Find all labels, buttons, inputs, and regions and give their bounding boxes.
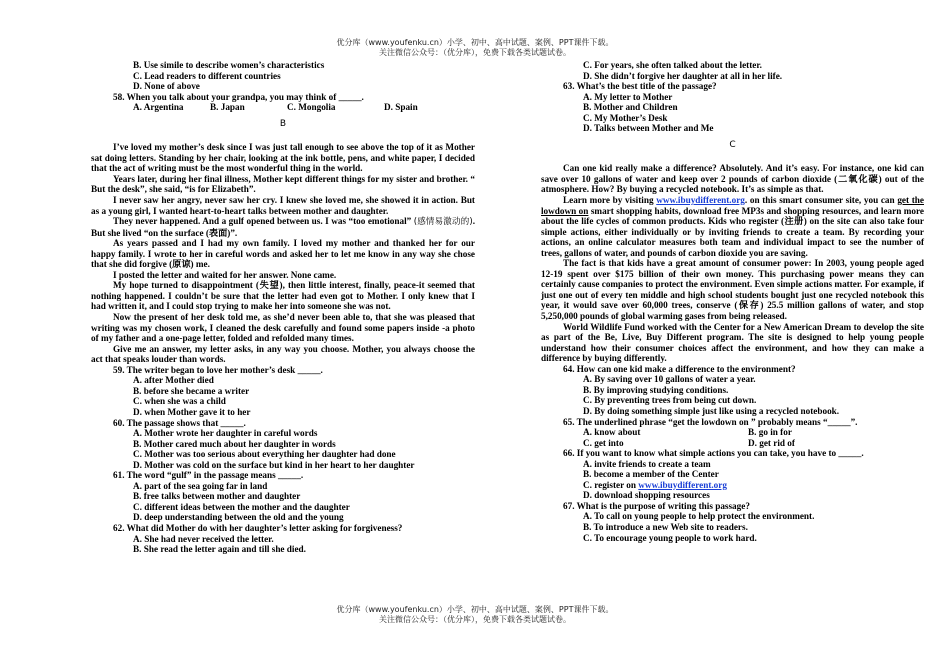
option-64a: A. By saving over 10 gallons of water a year. [583,374,756,385]
passage-b-paragraph-4 [91,216,475,238]
option-64c: C. By preventing trees from being cut down. [583,395,757,406]
options-58 [91,102,475,113]
option-57c: C. Lead readers to different countries [133,70,281,81]
passage-c-paragraph-4: World Wildlife Fund worked with the Center for a New American Dream to develop the site as part of the Be, Live, Buy Different program. The site is designed to help young people understand how their consumer choices affect the environment, and how they can make a difference by buying differently. [541,321,924,364]
page-header [0,38,950,58]
header-line-2: 关注微信公众号：（优分库），免费下载各类试题试卷。 [379,48,571,57]
question-58: 58. When you talk about your grandpa, you may think of _____. [113,91,364,102]
website-link[interactable]: www.ibuydifferent.org [656,195,745,206]
p2-part-b: . on this smart consumer site, you can [744,195,898,206]
question-66: 66. If you want to know what simple actions you can take, you have to _____. [563,448,864,459]
p4-part-c: . But she lived “on the surface (表面)”. [91,216,475,238]
option-66d: D. download shopping resources [583,490,710,501]
options-65-row-2 [541,438,924,449]
option-65a: A. know about [583,427,641,438]
option-60d: D. Mother was cold on the surface but kind in her heart to her daughter [133,459,415,470]
option-62d: D. She didn’t forgive her daughter at all in her life. [583,70,783,81]
option-58b: B. Japan [210,102,245,113]
option-59d: D. when Mother gave it to her [133,406,251,417]
option-63d: D. Talks between Mother and Me [583,123,714,134]
option-57d: D. None of above [133,81,200,92]
section-b-heading: B [279,118,287,129]
p2-part-c: smart shopping habits, download free MP3s and shopping resources, and learn more about the life cycles of common products. Kids who register (注册) on the site can also take four simple actions, either individually or by inviting friends to create a team. By recording your actions, an online calculator measures both team and individual impact to see the number of trees, gallons of water, and pounds of carbon dioxide you are saving. [541,205,924,258]
option-66a: A. invite friends to create a team [583,458,711,469]
option-65c: C. get into [583,437,624,448]
option-61b: B. free talks between mother and daughter [133,491,301,502]
section-c-heading: C [729,139,736,150]
option-60c: C. Mother was too serious about everything her daughter had done [133,449,396,460]
option-60b: B. Mother cared much about her daughter in words [133,438,336,449]
question-65: 65. The underlined phrase “get the lowdown on ” probably means “_____”. [563,416,858,427]
option-63b: B. Mother and Children [583,102,678,113]
option-57b: B. Use simile to describe women’s characteristics [133,60,325,70]
p2-part-a: Learn more by visiting [563,195,657,206]
option-66b: B. become a member of the Center [583,469,719,480]
option-63a: A. My letter to Mother [583,91,673,102]
option-58d: D. Spain [384,102,418,113]
left-column [91,60,475,555]
option-67b: B. To introduce a new Web site to readers. [583,521,748,532]
option-62b: B. She read the letter again and till she died. [133,544,306,555]
option-65d: D. get rid of [748,437,795,448]
option-66c [541,480,924,491]
question-62: 62. What did Mother do with her daughter’s letter asking for forgiveness? [113,522,403,533]
option-67a: A. To call on young people to help protect the environment. [583,511,815,522]
option-62c: C. For years, she often talked about the letter. [583,60,762,70]
passage-c-paragraph-1: Can one kid really make a difference? Absolutely. And it’s easy. For instance, one kid can save over 10 gallons of water and keep over 2 pounds of carbon dioxide (二氧化碳) out of the atmosphere. How? By buying a recycled notebook. It’s as simple as that. [541,163,924,195]
passage-b-paragraph-1: I’ve loved my mother’s desk since I was just tall enough to see above the top of it as Mother sat doing letters. Standing by her chair, looking at the ink bottle, pens, and white paper, I decided that the act of writing must be the most wonderful thing in the world. [91,142,475,174]
question-61: 61. The word “gulf” in the passage means _____. [113,470,304,481]
options-65-row-1 [541,427,924,438]
option-66c-link[interactable]: www.ibuydifferent.org [638,479,727,490]
option-65b: B. go in for [748,427,792,438]
option-61d: D. deep understanding between the old and the young [133,512,344,523]
question-63: 63. What’s the best title of the passage? [563,81,717,92]
option-62a: A. She had never received the letter. [133,533,274,544]
footer-line-2: 关注微信公众号：（优分库），免费下载各类试题试卷。 [379,615,571,624]
option-64d: D. By doing something simple just like using a recycled notebook. [583,405,840,416]
p4-gloss: (感情易激动的) [413,217,473,228]
p4-part-a: They never happened. And a gulf opened between us. I was “too emotional” [113,216,412,227]
passage-b-paragraph-2: Years later, during her final illness, Mother kept different things for my sister and brother. “ But the desk”, she said, “is for Elizabeth”. [91,173,475,195]
option-59b: B. before she became a writer [133,385,250,396]
passage-b-paragraph-3: I never saw her angry, never saw her cry. I knew she loved me, she showed it in action. But as a young girl, I wanted heart-to-heart talks between mother and daughter. [91,195,475,216]
option-59c: C. when she was a child [133,396,226,407]
question-60: 60. The passage shows that _____. [113,417,246,428]
option-59a: A. after Mother died [133,375,214,386]
question-67: 67. What is the purpose of writing this passage? [563,500,750,511]
passage-b-paragraph-7: My hope turned to disappointment (失望), then little interest, finally, peace-it seemed that nothing happened. I couldn’t be sure that the letter had even got to Mother. I only knew that I had written it, and I could stop trying to make her into someone she was not. [91,280,475,312]
question-59: 59. The writer began to love her mother’s desk _____. [113,364,323,375]
right-column [541,60,924,543]
option-63c: C. My Mother’s Desk [583,112,668,123]
passage-c-paragraph-2 [541,195,924,258]
underlined-phrase: get the lowdown on [541,195,924,216]
page-footer [0,605,950,625]
passage-b-paragraph-8: Now the present of her desk told me, as she’d never been able to, that she was pleased that writing was my chosen work, I cleaned the desk carefully and found some papers inside -a photo of my father and a one-page letter, folded and refolded many times. [91,312,475,344]
passage-b-paragraph-6: I posted the letter and waited for her answer. None came. [113,269,337,280]
option-58a: A. Argentina [133,102,184,113]
option-61c: C. different ideas between the mother and the daughter [133,501,350,512]
passage-b-paragraph-9: Give me an answer, my letter asks, in any way you choose. Mother, you always choose the act that speaks louder than words. [91,343,475,365]
option-61a: A. part of the sea going far in land [133,480,268,491]
header-line-1: 优分库（www.youfenku.cn）小学、初中、高中试题、案例、PPT课件下载。 [336,38,614,47]
footer-line-1: 优分库（www.youfenku.cn）小学、初中、高中试题、案例、PPT课件下载。 [336,605,614,614]
option-67c: C. To encourage young people to work hard. [583,532,757,543]
passage-c-paragraph-3: The fact is that kids have a great amount of consumer power: In 2003, young people aged 12-19 spent over $175 billion of their own money. This purchasing power means they can certainly cause companies to protect the environment. Even simple actions matter. For example, if just one out of every ten middle and high school students bought just one recycled notebook this year, it would save over 60,000 trees, conserve (保存) 25.5 million gallons of water, and stop 5,250,000 pounds of global warming gases from being released. [541,258,924,322]
passage-b-paragraph-5: As years passed and I had my own family. I loved my mother and thanked her for our happy family. I wrote to her in careful words and asked her to let me know in any way she chose that she did forgive (原谅) me. [91,238,475,270]
option-64b: B. By improving studying conditions. [583,384,729,395]
option-60a: A. Mother wrote her daughter in careful words [133,428,318,439]
option-58c: C. Mongolia [287,102,336,113]
question-64: 64. How can one kid make a difference to the environment? [563,363,796,374]
option-66c-prefix: C. register on [583,479,639,490]
